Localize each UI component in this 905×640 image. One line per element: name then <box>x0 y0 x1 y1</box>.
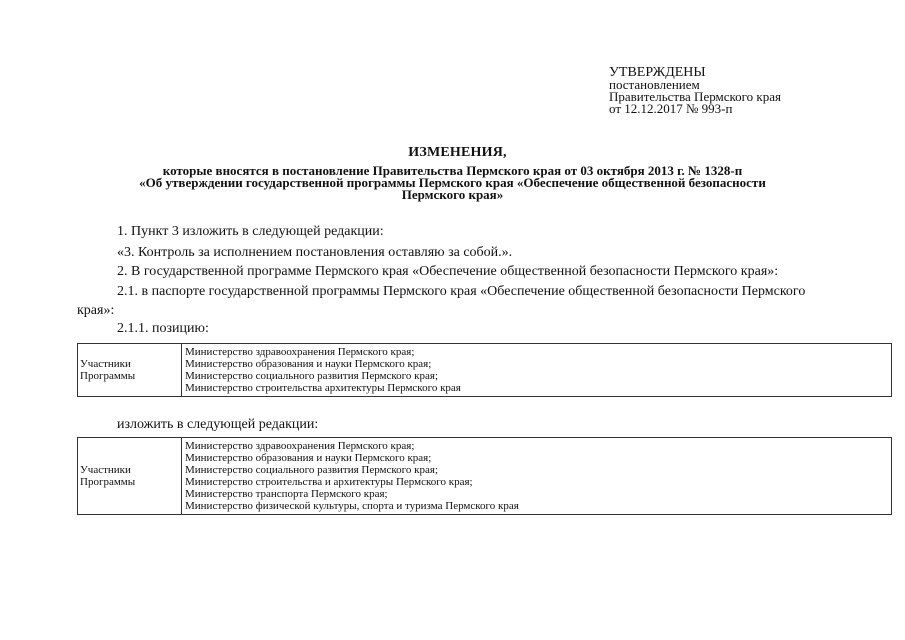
list-item: Министерство здравоохранения Пермского края; <box>185 440 415 452</box>
approval-stamp <box>609 66 781 115</box>
table-items-cell <box>182 344 892 397</box>
paragraph-2: «3. Контроль за исполнением постановления оставляю за собой.». <box>117 245 513 260</box>
table-row <box>78 344 892 397</box>
paragraph-6: изложить в следующей редакции: <box>117 417 319 432</box>
table-label-cell <box>78 344 182 397</box>
table-row <box>78 438 892 515</box>
paragraph-5: 2.1.1. позицию: <box>117 321 209 336</box>
approval-line: постановлением <box>609 77 700 92</box>
paragraph-3: 2. В государственной программе Пермского края «Обеспечение общественной безопасности Пермского края»: <box>117 264 779 279</box>
list-item: Министерство строительства архитектуры Пермского края <box>185 382 461 394</box>
subtitle-line: «Об утверждении государственной программы Пермского края «Обеспечение общественной безопасности <box>139 175 766 190</box>
position-table-new <box>77 437 892 515</box>
list-item: Министерство образования и науки Пермского края; <box>185 358 432 370</box>
position-table-old <box>77 343 892 397</box>
subtitle-line: Пермского края» <box>401 187 504 202</box>
approval-date-line: от 12.12.2017 № 993-п <box>609 101 733 116</box>
label-line: Участники <box>80 464 131 476</box>
list-item: Министерство физической культуры, спорта и туризма Пермского края <box>185 500 519 512</box>
paragraph-4: 2.1. в паспорте государственной программы Пермского края «Обеспечение общественной безопасности Пермского <box>117 284 806 299</box>
list-item: Министерство транспорта Пермского края; <box>185 488 388 500</box>
table-items-cell <box>182 438 892 515</box>
paragraph-1: 1. Пункт 3 изложить в следующей редакции: <box>117 224 384 239</box>
document-title: ИЗМЕНЕНИЯ, <box>408 145 507 160</box>
document-subtitle <box>0 165 905 201</box>
list-item: Министерство социального развития Пермского края; <box>185 370 439 382</box>
list-item: Министерство социального развития Пермского края; <box>185 464 439 476</box>
approval-heading: УТВЕРЖДЕНЫ <box>609 65 706 80</box>
list-item: Министерство здравоохранения Пермского края; <box>185 346 415 358</box>
label-line: Программы <box>80 370 136 382</box>
list-item: Министерство строительства и архитектуры Пермского края; <box>185 476 473 488</box>
subtitle-line: которые вносятся в постановление Правительства Пермского края от 03 октября 2013 г. № 1328-п <box>162 163 743 178</box>
list-item: Министерство образования и науки Пермского края; <box>185 452 432 464</box>
paragraph-4-continuation: края»: <box>77 303 115 318</box>
label-line: Участники <box>80 358 131 370</box>
approval-line: Правительства Пермского края <box>609 89 781 104</box>
table-label-cell <box>78 438 182 515</box>
label-line: Программы <box>80 476 136 488</box>
